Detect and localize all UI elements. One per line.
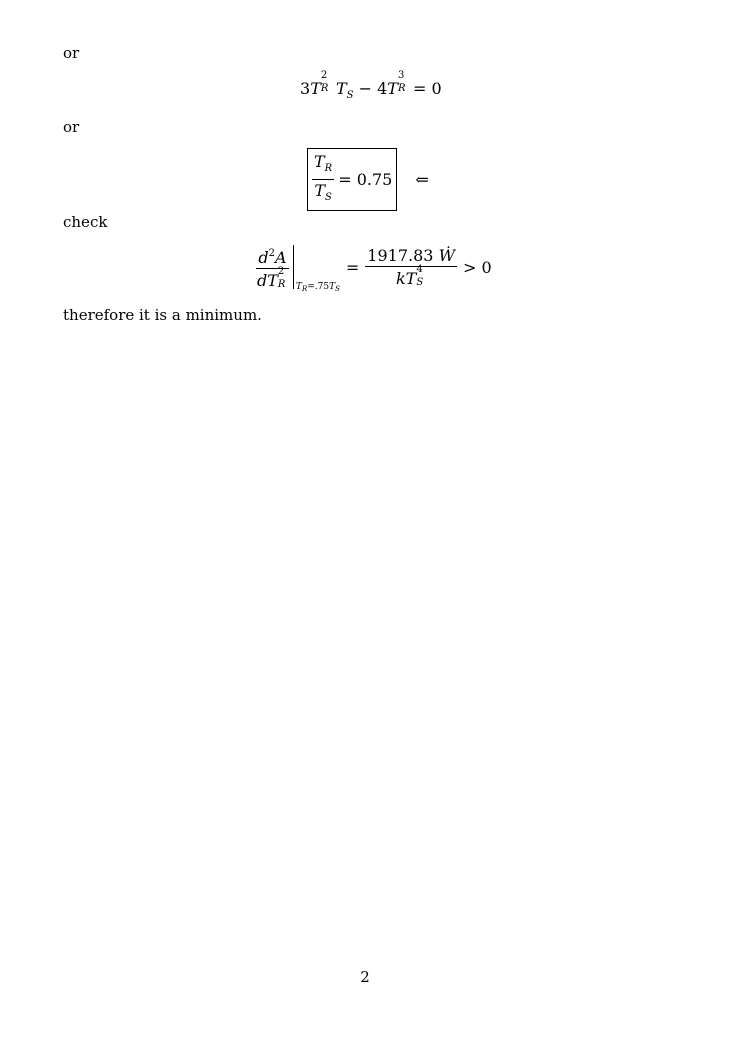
eq1-supsub-1: [320, 70, 331, 94]
eq2-fraction: [312, 152, 334, 207]
paragraph-or-1: or: [63, 44, 80, 62]
eq1-var-t2: T: [335, 79, 347, 98]
eq2-denominator: [312, 180, 334, 207]
eq2-result: = 0.75: [338, 170, 393, 189]
eq1-sub-r2: R: [397, 83, 406, 94]
eq3-rhs-t: T: [405, 269, 417, 288]
page-number: 2: [360, 968, 370, 986]
eq3-den-exp: 2: [277, 266, 285, 277]
eq3-rhs-value: 1917.83: [367, 246, 434, 265]
eq3-equals: =: [345, 257, 360, 277]
eq3-rhs-denominator: [394, 264, 428, 288]
equation-3: [255, 244, 492, 293]
eq2-num-sub: R: [324, 163, 333, 174]
evaluation-bar: [293, 245, 294, 289]
eq3-den-d: d: [257, 271, 268, 290]
eq1-sub-r1: R: [320, 83, 329, 94]
left-arrow-icon: ⇐: [415, 170, 429, 189]
eq3-rhs-w: Ẇ: [438, 246, 456, 265]
eq3-rhs-exp: 4: [416, 264, 423, 275]
eq1-minus: −: [358, 79, 372, 98]
eq3-eval-ts-sub: S: [335, 284, 340, 293]
eq2-den-sub: S: [325, 192, 332, 203]
eq3-rhs-fraction: [365, 246, 457, 288]
eq3-rhs-k: k: [395, 269, 406, 288]
eq3-den-sub: R: [277, 279, 286, 290]
equation-1: [300, 70, 442, 101]
eq3-eval-t-sub: R: [301, 284, 308, 293]
paragraph-check: check: [63, 213, 108, 231]
equation-2: [307, 148, 429, 211]
eq3-greater-zero: > 0: [463, 257, 492, 277]
eq2-numerator: [312, 152, 334, 180]
eq3-lhs-denominator: [255, 266, 290, 290]
eq3-evaluation-point: [296, 282, 340, 293]
eq1-exp-3: 3: [397, 70, 405, 81]
paragraph-or-2: or: [63, 118, 80, 136]
eq3-rhs-supsub: [416, 264, 426, 288]
eq1-var-t1: T: [310, 79, 321, 98]
eq1-coef-b: 4: [377, 79, 388, 98]
eq3-eval-ts: T: [329, 281, 336, 292]
eq2-num-var: T: [314, 152, 325, 171]
eq1-supsub-2: [397, 70, 408, 94]
eq3-rhs-numerator: [365, 246, 457, 267]
eq3-num-d: d: [258, 248, 269, 267]
eq1-coef-a: 3: [300, 79, 311, 98]
eq2-den-var: T: [314, 181, 325, 200]
eq3-den-supsub: [277, 266, 288, 290]
eq3-eval-rest: =.75: [307, 281, 330, 292]
eq3-den-t: T: [267, 271, 278, 290]
eq3-lhs-fraction: [255, 244, 290, 290]
eq1-var-t3: T: [387, 79, 398, 98]
boxed-result: [307, 148, 397, 211]
eq3-num-a: A: [274, 248, 287, 267]
paragraph-conclusion: therefore it is a minimum.: [63, 306, 262, 324]
eq3-eval-t: T: [295, 281, 302, 292]
eq3-rhs-sub: S: [416, 277, 424, 288]
eq1-equals-zero: = 0: [413, 79, 442, 98]
eq3-num-exp: 2: [268, 248, 275, 259]
eq1-exp-2: 2: [320, 70, 328, 81]
eq1-sub-s: S: [346, 90, 354, 101]
